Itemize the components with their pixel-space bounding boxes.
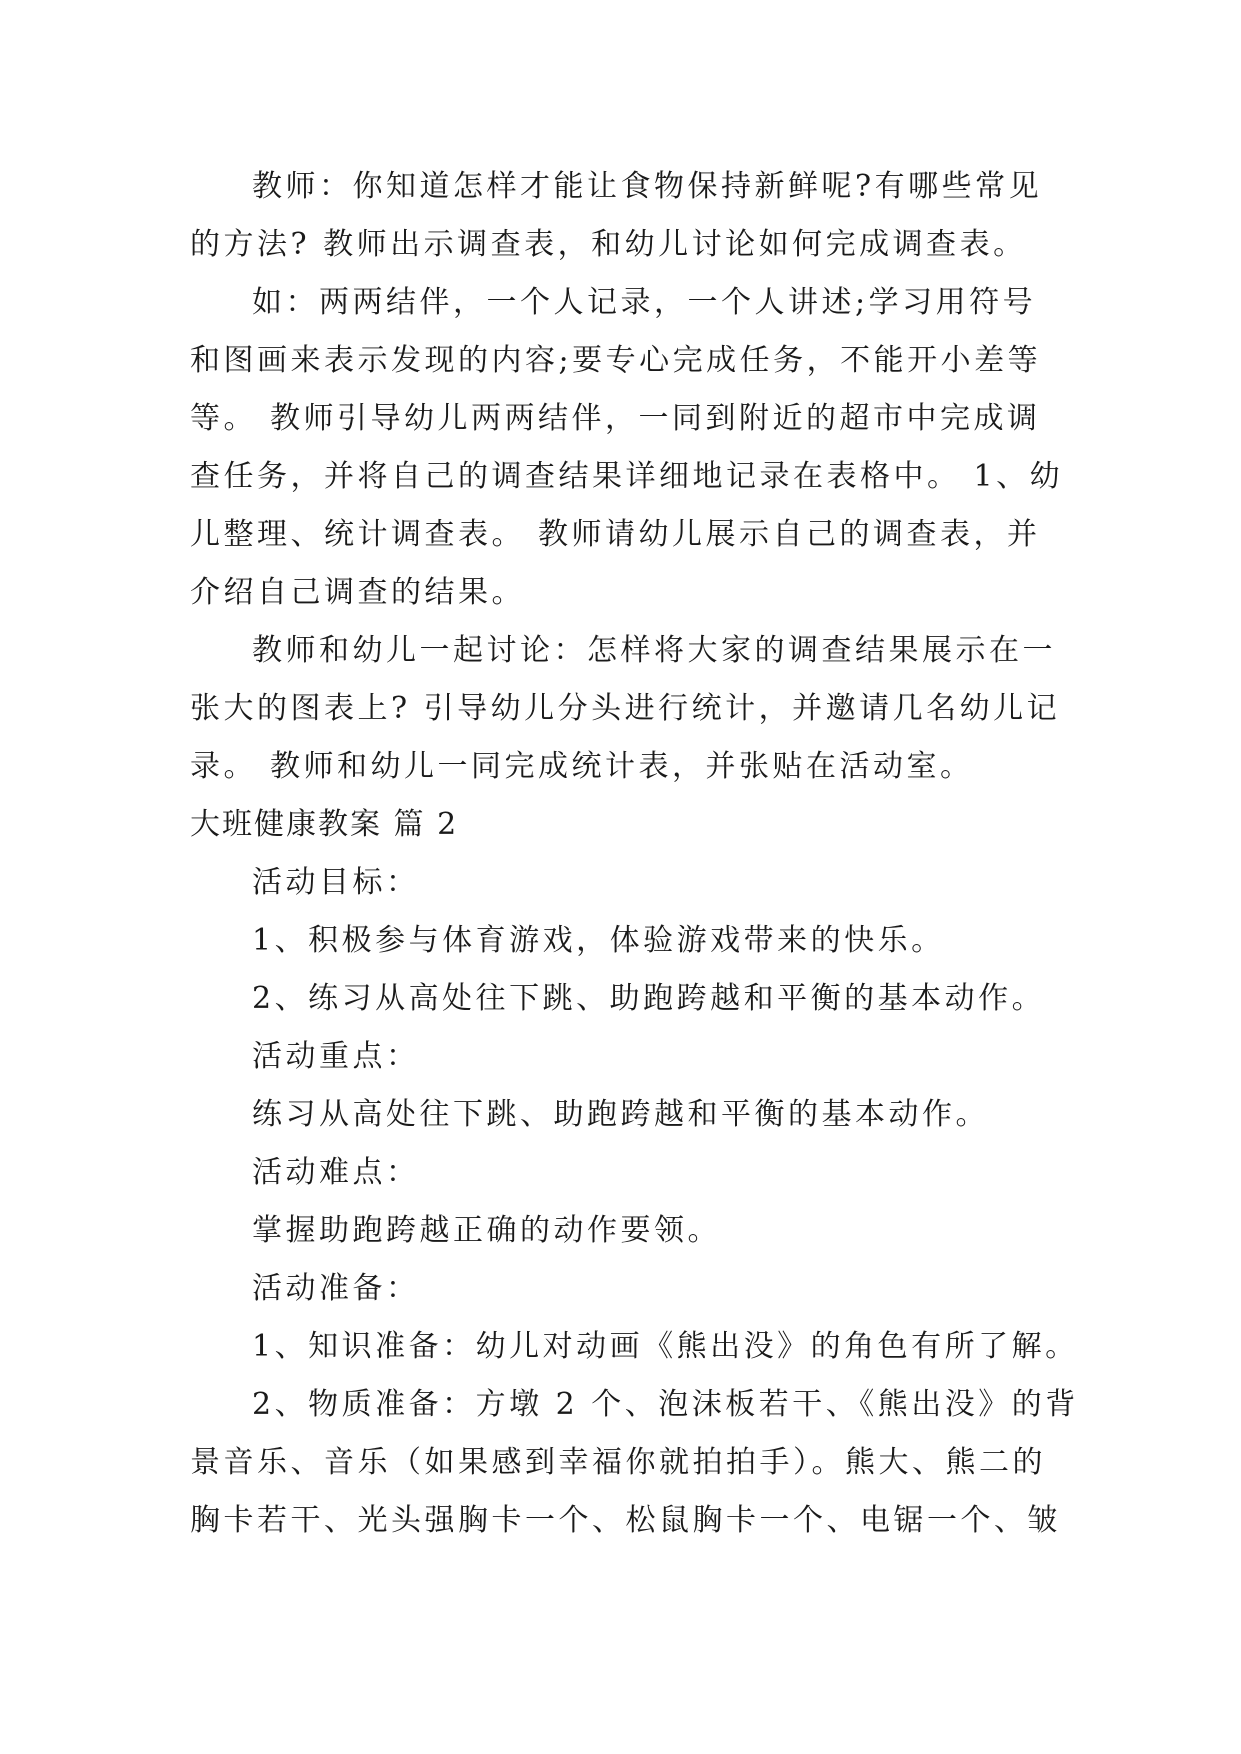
section-heading: 大班健康教案 篇 2 xyxy=(190,807,459,842)
text-line: 等。 教师引导幼儿两两结伴，一同到附近的超市中完成调 xyxy=(190,401,1041,436)
text-line: 活动目标： xyxy=(252,865,420,900)
text-line: 如：两两结伴，一个人记录，一个人讲述;学习用符号 xyxy=(252,285,1037,320)
text-line: 和图画来表示发现的内容;要专心完成任务，不能开小差等 xyxy=(190,343,1042,378)
text-line: 活动重点： xyxy=(252,1039,420,1074)
document-body xyxy=(190,158,1079,1550)
text-line: 2、物质准备：方墩 2 个、泡沫板若干、《熊出没》的背 xyxy=(252,1387,1079,1422)
text-line: 查任务，并将自己的调查结果详细地记录在表格中。 1、幼 xyxy=(190,459,1064,494)
text-line: 胸卡若干、光头强胸卡一个、松鼠胸卡一个、电锯一个、皱 xyxy=(190,1503,1061,1538)
text-line: 录。 教师和幼儿一同完成统计表，并张贴在活动室。 xyxy=(190,749,974,784)
text-line: 1、积极参与体育游戏，体验游戏带来的快乐。 xyxy=(252,923,945,958)
text-line: 活动难点： xyxy=(252,1155,420,1190)
text-line: 张大的图表上? 引导幼儿分头进行统计，并邀请几名幼儿记 xyxy=(190,691,1061,726)
text-line: 练习从高处往下跳、助跑跨越和平衡的基本动作。 xyxy=(252,1097,989,1132)
text-line: 1、知识准备：幼儿对动画《熊出没》的角色有所了解。 xyxy=(252,1329,1079,1364)
text-line: 教师和幼儿一起讨论：怎样将大家的调查结果展示在一 xyxy=(252,633,1056,668)
text-line: 2、练习从高处往下跳、助跑跨越和平衡的基本动作。 xyxy=(252,981,1046,1016)
text-line: 活动准备： xyxy=(252,1271,420,1306)
text-line: 景音乐、音乐（如果感到幸福你就拍拍手）。熊大、熊二的 xyxy=(190,1445,1046,1480)
text-line: 的方法? 教师出示调查表，和幼儿讨论如何完成调查表。 xyxy=(190,227,1027,262)
text-line: 儿整理、统计调查表。 教师请幼儿展示自己的调查表，并 xyxy=(190,517,1041,552)
text-line: 教师：你知道怎样才能让食物保持新鲜呢?有哪些常见 xyxy=(252,169,1043,204)
text-line: 介绍自己调查的结果。 xyxy=(190,575,525,610)
text-line: 掌握助跑跨越正确的动作要领。 xyxy=(252,1213,721,1248)
